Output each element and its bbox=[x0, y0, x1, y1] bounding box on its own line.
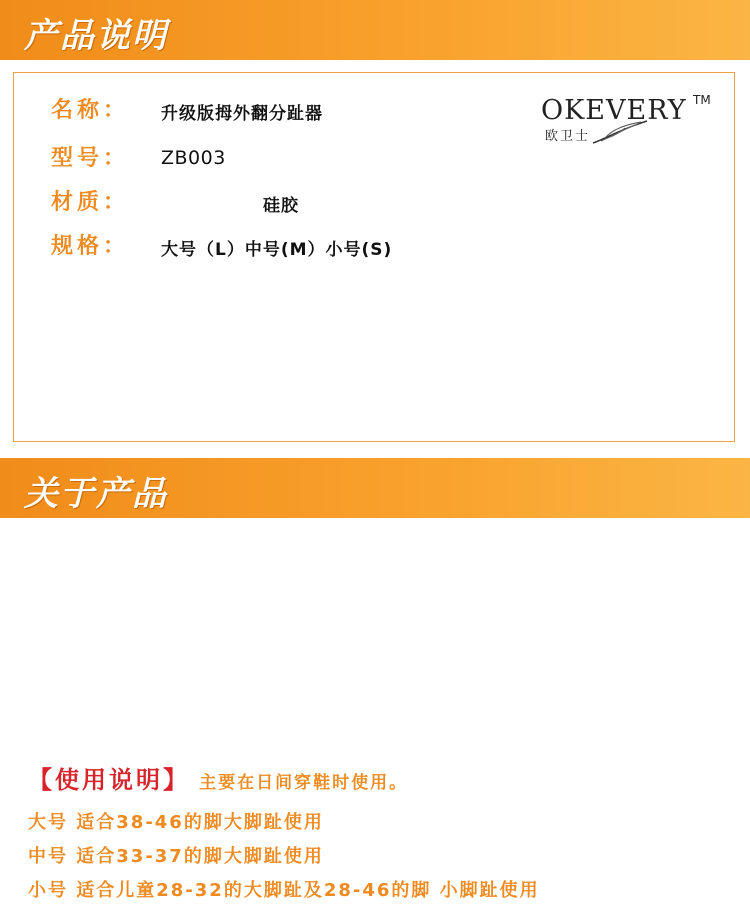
about-product-title: 关于产品 bbox=[24, 474, 168, 514]
model-value: ZB003 bbox=[161, 147, 226, 169]
product-info-header bbox=[0, 0, 750, 60]
usage-heading-row bbox=[28, 760, 408, 795]
usage-heading: 【使用说明】 bbox=[28, 766, 190, 794]
brand-chinese-name: 欧卫士 bbox=[545, 129, 591, 144]
size-medium-line: 中号 适合33-37的脚大脚趾使用 bbox=[28, 846, 324, 867]
name-label: 名称： bbox=[51, 98, 130, 123]
feather-icon bbox=[591, 119, 651, 145]
product-info-title: 产品说明 bbox=[24, 16, 168, 56]
spec-value: 大号（L）中号(M）小号(S) bbox=[161, 240, 393, 260]
model-label: 型号： bbox=[51, 146, 130, 171]
brand-logo bbox=[541, 91, 721, 151]
size-small-line: 小号 适合儿童28-32的大脚趾及28-46的脚 小脚趾使用 bbox=[28, 880, 540, 901]
spec-label: 规格： bbox=[51, 234, 130, 259]
usage-note: 主要在日间穿鞋时使用。 bbox=[199, 773, 409, 793]
brand-name: OKEVERY bbox=[541, 95, 687, 126]
about-product-header bbox=[0, 458, 750, 518]
size-large-line: 大号 适合38-46的脚大脚趾使用 bbox=[28, 812, 324, 833]
material-label: 材质： bbox=[51, 190, 130, 215]
material-value: 硅胶 bbox=[263, 196, 299, 216]
product-info-card bbox=[13, 72, 735, 442]
name-value: 升级版拇外翻分趾器 bbox=[161, 104, 323, 124]
trademark-mark: TM bbox=[693, 93, 711, 107]
